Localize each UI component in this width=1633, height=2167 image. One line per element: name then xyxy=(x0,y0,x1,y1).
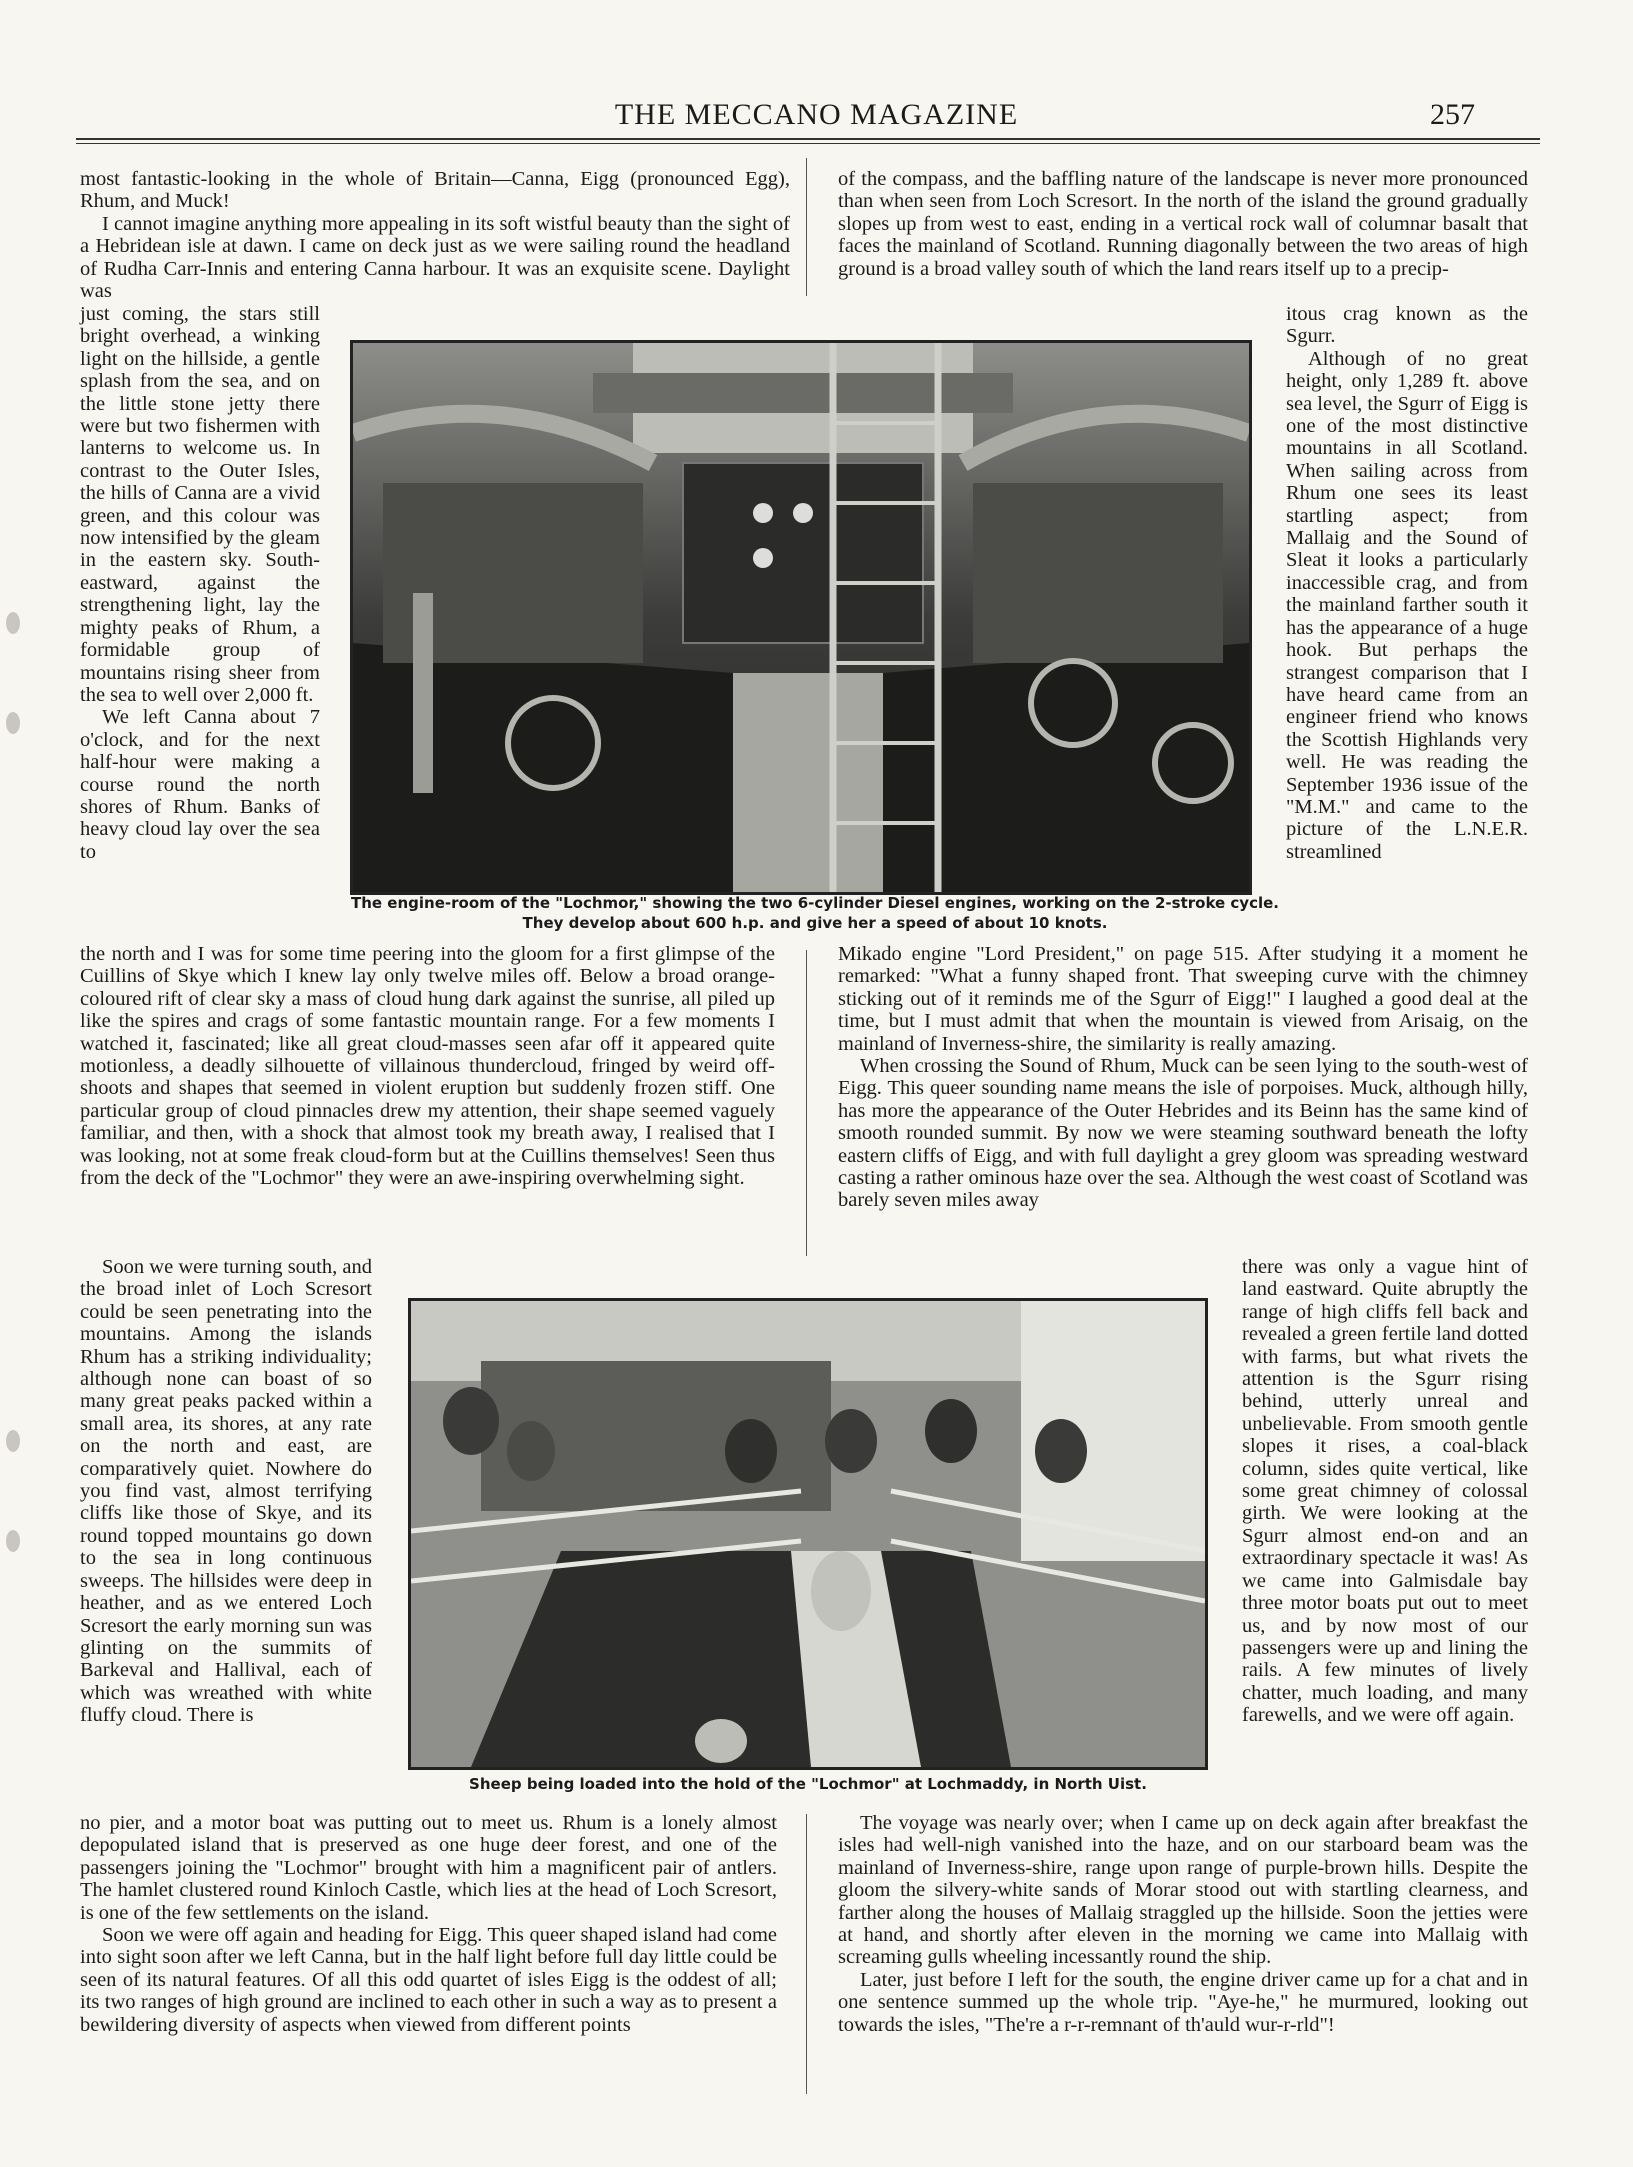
text-block-right-narrow-1 xyxy=(1286,303,1528,863)
paragraph: there was only a vague hint of land eastward. Quite abruptly the range of high cliffs fell back and revealed a green fertile land dotted with farms, but what rivets the attention is the Sgurr rising behind, utterly unreal and unbelievable. From smooth gentle slopes it rises, a coal-black column, sides quite vertical, like some great chimney of colossal girth. We were looking at the Sgurr almost end-on and an extraordinary spectacle it was! As we came into Galmisdale bay three motor boats put out to meet us, and by now most of our passengers were up and lining the rails. A few minutes of lively chatter, much loading, and many farewells, and we were off again. xyxy=(1242,1256,1528,1727)
paragraph: Although of no great height, only 1,289 ft. above sea level, the Sgurr of Eigg is one of the most distinctive mountains in all Scotland. When sailing across from Rhum one sees its least startling aspect; from Mallaig and the Sound of Sleat it looks a particularly inaccessible crag, and from the mainland farther south it has the appearance of a huge hook. But perhaps the strangest comparison that I have heard came from an engineer friend who knows the Scottish Highlands very well. He was reading the September 1936 issue of the "M.M." and came to the picture of the L.N.E.R. streamlined xyxy=(1286,347,1528,863)
engine-room-caption-line-1: The engine-room of the "Lochmor," showing the two 6-cylinder Diesel engines, working on the 2-stroke cycle. xyxy=(351,894,1279,912)
paragraph: When crossing the Sound of Rhum, Muck can be seen lying to the south-west of Eigg. This queer sounding name means the isle of porpoises. Muck, although hilly, has more the appearance of the Outer Hebrides and its Beinn has the same kind of smooth rounded summit. By now we were steaming southward beneath the lofty eastern cliffs of Eigg, and with full daylight a grey gloom was spreading westward casting a rather ominous haze over the sea. Although the west coast of Scotland was barely seven miles away xyxy=(838,1055,1528,1212)
sheep-loading-photo xyxy=(408,1298,1208,1770)
paragraph: no pier, and a motor boat was putting out to meet us. Rhum is a lonely almost depopulated island that is preserved as one huge deer forest, and one of the passengers joining the "Lochmor" brought with him a magnificent pair of antlers. The hamlet clustered round Kinloch Castle, which lies at the head of Loch Scresort, is one of the few settlements on the island. xyxy=(80,1812,777,1924)
text-block-right-middle xyxy=(838,943,1528,1212)
text-block-left-bottom xyxy=(80,1812,777,2036)
paragraph: Mikado engine "Lord President," on page 515. After studying it a moment he remarked: "What a funny shaped front. That sweeping curve with the chimney sticking out of it reminds me of the Sgurr of Eigg!" I laughed a good deal at the time, but I must admit that when the mountain is viewed from Arisaig, on the mainland of Inverness-shire, the similarity is really amazing. xyxy=(838,943,1528,1055)
paragraph: The voyage was nearly over; when I came up on deck again after breakfast the isles had well-nigh vanished into the haze, and on our starboard beam was the mainland of Inverness-shire, range upon range of purple-brown hills. Despite the gloom the silvery-white sands of Morar stood out with startling clearness, and farther along the houses of Mallaig straggled up the hillside. Soon the jetties were at hand, and shortly after eleven in the morning we came into Mallaig with screaming gulls wheeling incessantly round the ship. xyxy=(838,1812,1528,1969)
engine-room-photo xyxy=(350,340,1252,895)
text-block-left-top xyxy=(80,168,790,302)
text-block-right-bottom xyxy=(838,1812,1528,2036)
header-rule xyxy=(76,138,1540,140)
text-block-right-top xyxy=(838,168,1528,280)
paragraph: most fantastic-looking in the whole of Britain—Canna, Eigg (pronounced Egg), Rhum, and Muck! xyxy=(80,168,790,213)
text-block-left-narrow-2 xyxy=(80,1256,372,1727)
sheep-loading-illustration xyxy=(411,1301,1205,1767)
paragraph: Soon we were turning south, and the broad inlet of Loch Scresort could be seen penetrating into the mountains. Among the islands Rhum has a striking individuality; although none can boast of so many great peaks packed within a small area, its shores, at any rate on the north and east, are comparatively quiet. Nowhere do you find vast, almost terrifying cliffs like those of Skye, and its round topped mountains go down to the sea in long continuous sweeps. The hillsides were deep in heather, and as we entered Loch Scresort the early morning sun was glinting on the summits of Barkeval and Hallival, each of which was wreathed with white fluffy cloud. There is xyxy=(80,1256,372,1727)
binder-hole xyxy=(6,712,20,734)
text-block-left-narrow-1 xyxy=(80,303,320,863)
binder-hole xyxy=(6,1430,20,1452)
paragraph: Soon we were off again and heading for Eigg. This queer shaped island had come into sight soon after we left Canna, but in the half light before full day little could be seen of its natural features. Of all this odd quartet of isles Eigg is the oddest of all; its two ranges of high ground are inclined to each other in such a way as to present a bewildering diversity of aspects when viewed from different points xyxy=(80,1924,777,2036)
paragraph: itous crag known as the Sgurr. xyxy=(1286,303,1528,348)
binder-hole xyxy=(6,1530,20,1552)
paragraph: We left Canna about 7 o'clock, and for the next half-hour were making a course round the north shores of Rhum. Banks of heavy cloud lay over the sea to xyxy=(80,706,320,863)
sheep-loading-caption: Sheep being loaded into the hold of the "Lochmor" at Lochmaddy, in North Uist. xyxy=(469,1775,1147,1793)
magazine-title: THE MECCANO MAGAZINE xyxy=(614,98,1019,131)
paragraph: Later, just before I left for the south, the engine driver came up for a chat and in one sentence summed up the whole trip. "Aye-he," he murmured, looking out towards the isles, "The're a r-r-remnant of th'auld wur-r-rld"! xyxy=(838,1968,1528,2036)
page-number: 257 xyxy=(1430,98,1475,131)
header-rule-thin xyxy=(76,143,1540,144)
paragraph: of the compass, and the baffling nature of the landscape is never more pronounced than when seen from Loch Scresort. In the north of the island the ground gradually slopes up from west to east, ending in a vertical rock wall of columnar basalt that faces the mainland of Scotland. Running diagonally between the two areas of high ground is a broad valley south of which the land rears itself up to a precip- xyxy=(838,168,1528,280)
paragraph: just coming, the stars still bright overhead, a winking light on the hillside, a gentle splash from the sea, and on the little stone jetty there were but two fishermen with lanterns to welcome us. In contrast to the Outer Isles, the hills of Canna are a vivid green, and this colour was now intensified by the gleam in the eastern sky. South-eastward, against the strengthening light, lay the mighty peaks of Rhum, a formidable group of mountains rising sheer from the sea to well over 2,000 ft. xyxy=(80,303,320,706)
engine-room-caption-line-2: They develop about 600 h.p. and give her a speed of about 10 knots. xyxy=(522,914,1108,932)
paragraph: the north and I was for some time peering into the gloom for a first glimpse of the Cuillins of Skye which I knew lay only twelve miles off. Below a broad orange-coloured rift of clear sky a mass of cloud hung dark against the sunrise, all piled up like the spires and crags of some fantastic mountain range. For a few moments I watched it, fascinated; like all great cloud-masses seen afar off it appeared quite motionless, a deadly silhouette of villainous thundercloud, fringed by weird off-shoots and shapes that seemed in violent eruption but suddenly frozen stiff. One particular group of cloud pinnacles drew my attention, their shape seemed vaguely familiar, and then, with a shock that almost took my breath away, I realised that I was looking, not at some freak cloud-form but at the Cuillins themselves! Seen thus from the deck of the "Lochmor" they were an awe-inspiring overwhelming sight. xyxy=(80,943,775,1190)
column-divider-middle xyxy=(806,950,807,1256)
binder-hole xyxy=(6,612,20,634)
column-divider-bottom xyxy=(806,1814,807,2094)
engine-room-caption xyxy=(325,893,1305,933)
engine-room-illustration xyxy=(353,343,1249,892)
paragraph: I cannot imagine anything more appealing in its soft wistful beauty than the sight of a Hebridean isle at dawn. I came on deck just as we were sailing round the headland of Rudha Carr-Innis and entering Canna harbour. It was an exquisite scene. Daylight was xyxy=(80,212,790,303)
column-divider-top xyxy=(806,158,807,296)
text-block-right-narrow-2 xyxy=(1242,1256,1528,1727)
text-block-left-middle xyxy=(80,943,775,1189)
